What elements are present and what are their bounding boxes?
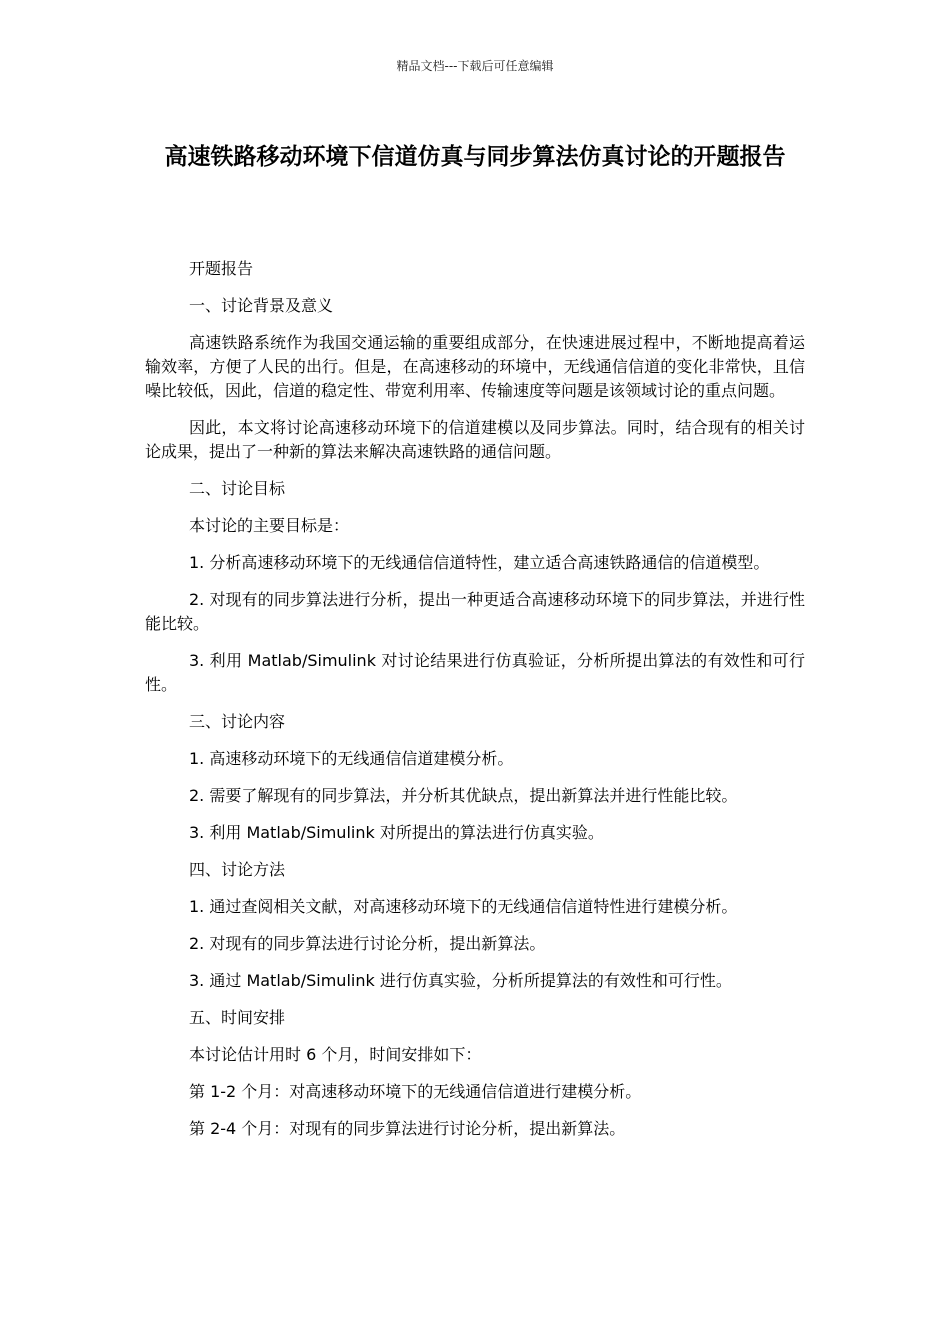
document-title: 高速铁路移动环境下信道仿真与同步算法仿真讨论的开题报告 bbox=[164, 144, 786, 170]
goal-item: 3. 利用 Matlab/Simulink 对讨论结果进行仿真验证，分析所提出算法的有效性和可行性。 bbox=[145, 651, 805, 694]
section-heading-content: 三、讨论内容 bbox=[189, 712, 286, 731]
content-item: 1. 高速移动环境下的无线通信信道建模分析。 bbox=[189, 749, 514, 768]
paragraph-background: 高速铁路系统作为我国交通运输的重要组成部分，在快速进展过程中，不断地提高着运输效率，方便了人民的出行。但是，在高速移动的环境中，无线通信信道的变化非常快，且信噪比较低，因此，信道的稳定性、带宽利用率、传输速度等问题是该领域讨论的重点问题。 bbox=[145, 333, 805, 400]
schedule-item: 第 1-2 个月：对高速移动环境下的无线通信信道进行建模分析。 bbox=[189, 1082, 642, 1101]
goal-item: 2. 对现有的同步算法进行分析，提出一种更适合高速移动环境下的同步算法，并进行性能比较。 bbox=[145, 590, 805, 633]
section-heading-methods: 四、讨论方法 bbox=[189, 860, 286, 879]
section-label-opening: 开题报告 bbox=[189, 259, 254, 278]
schedule-intro: 本讨论估计用时 6 个月，时间安排如下： bbox=[189, 1045, 482, 1064]
goals-intro: 本讨论的主要目标是： bbox=[189, 516, 350, 535]
header-note: 精品文档---下载后可任意编辑 bbox=[396, 59, 554, 73]
paragraph-approach: 因此，本文将讨论高速移动环境下的信道建模以及同步算法。同时，结合现有的相关讨论成果，提出了一种新的算法来解决高速铁路的通信问题。 bbox=[145, 418, 805, 461]
section-heading-goals: 二、讨论目标 bbox=[189, 479, 286, 498]
goal-item: 1. 分析高速移动环境下的无线通信信道特性，建立适合高速铁路通信的信道模型。 bbox=[189, 553, 770, 572]
content-item: 2. 需要了解现有的同步算法，并分析其优缺点，提出新算法并进行性能比较。 bbox=[189, 786, 738, 805]
content-item: 3. 利用 Matlab/Simulink 对所提出的算法进行仿真实验。 bbox=[189, 823, 604, 842]
schedule-item: 第 2-4 个月：对现有的同步算法进行讨论分析，提出新算法。 bbox=[189, 1119, 626, 1138]
section-heading-background: 一、讨论背景及意义 bbox=[189, 296, 334, 315]
method-item: 2. 对现有的同步算法进行讨论分析，提出新算法。 bbox=[189, 934, 546, 953]
document-body bbox=[145, 257, 805, 1154]
method-item: 1. 通过查阅相关文献，对高速移动环境下的无线通信信道特性进行建模分析。 bbox=[189, 897, 738, 916]
method-item: 3. 通过 Matlab/Simulink 进行仿真实验，分析所提算法的有效性和可行性。 bbox=[189, 971, 732, 990]
section-heading-schedule: 五、时间安排 bbox=[189, 1008, 286, 1027]
